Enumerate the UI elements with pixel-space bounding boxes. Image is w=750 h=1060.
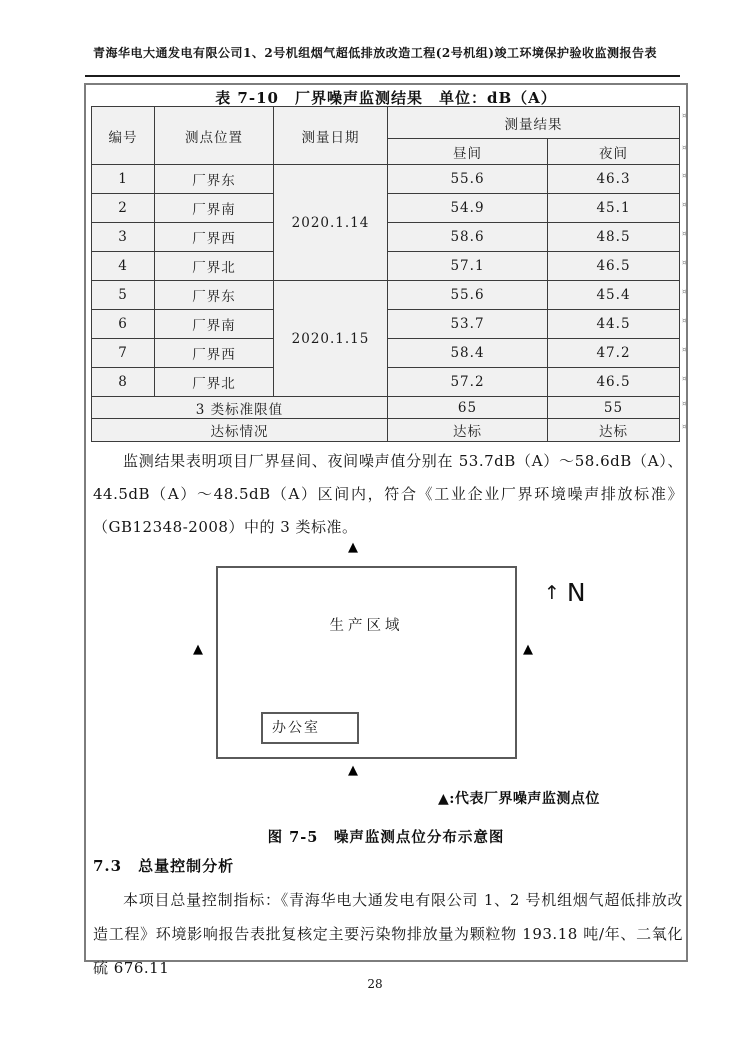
cell-location: 厂界东 xyxy=(155,165,274,194)
cell-no: 4 xyxy=(92,252,155,281)
content-frame xyxy=(84,83,688,977)
cell-day-value: 55.6 xyxy=(388,281,548,310)
north-arrow-icon: ↑ xyxy=(544,581,560,604)
column-header-location: 测点位置 xyxy=(155,107,274,165)
cell-day-value: 54.9 xyxy=(388,194,548,223)
compliance-label: 达标情况 xyxy=(92,419,388,442)
column-header-result-group: 测量结果 xyxy=(388,107,680,139)
monitor-point-icon-east: ▲ xyxy=(523,642,533,657)
cell-end-mark: ¤ xyxy=(682,375,687,383)
cell-no: 2 xyxy=(92,194,155,223)
standard-limit-row xyxy=(92,397,680,419)
cell-day-value: 53.7 xyxy=(388,310,548,339)
cell-end-mark: ¤ xyxy=(682,317,687,325)
cell-night-value: 46.5 xyxy=(548,368,680,397)
column-header-no: 编号 xyxy=(92,107,155,165)
cell-location: 厂界西 xyxy=(155,339,274,368)
office-label: 办公室 xyxy=(272,720,320,736)
cell-end-mark: ¤ xyxy=(682,288,687,296)
table-row xyxy=(92,165,680,194)
compliance-day-value: 达标 xyxy=(388,419,548,442)
section-body-paragraph: 本项目总量控制指标：《青海华电大通发电有限公司 1、2 号机组烟气超低排放改造工程》环境影响报告表批复核定主要污染物排放量为颗粒物 193.18 吨/年、二氧化硫 676.11 xyxy=(93,891,683,977)
cell-location: 厂界东 xyxy=(155,281,274,310)
cell-end-mark: ¤ xyxy=(682,230,687,238)
page-number: 28 xyxy=(367,977,383,991)
column-header-day: 昼间 xyxy=(388,139,548,165)
cell-no: 3 xyxy=(92,223,155,252)
noise-monitoring-table xyxy=(91,106,680,442)
table-title: 表 7-10 厂界噪声监测结果 单位：dB（A） xyxy=(215,89,557,107)
cell-no: 8 xyxy=(92,368,155,397)
production-area-label: 生产区域 xyxy=(329,618,404,634)
cell-night-value: 46.5 xyxy=(548,252,680,281)
cell-no: 5 xyxy=(92,281,155,310)
cell-no: 1 xyxy=(92,165,155,194)
cell-end-mark: ¤ xyxy=(682,346,687,354)
cell-end-mark: ¤ xyxy=(682,423,687,431)
figure-caption: 图 7-5 噪声监测点位分布示意图 xyxy=(267,829,505,846)
cell-end-mark: ¤ xyxy=(682,259,687,267)
cell-end-mark: ¤ xyxy=(682,172,687,180)
monitor-point-icon-south: ▲ xyxy=(348,763,358,778)
cell-end-mark: ¤ xyxy=(682,112,687,120)
header-divider xyxy=(85,75,680,77)
table-header-row-1 xyxy=(92,107,680,139)
north-indicator xyxy=(544,578,586,607)
limit-label: 3 类标准限值 xyxy=(92,397,388,419)
compliance-night-value: 达标 xyxy=(548,419,680,442)
office-box xyxy=(261,712,359,744)
column-header-date: 测量日期 xyxy=(274,107,388,165)
cell-day-value: 57.2 xyxy=(388,368,548,397)
cell-end-mark: ¤ xyxy=(682,144,687,152)
cell-night-value: 48.5 xyxy=(548,223,680,252)
cell-location: 厂界北 xyxy=(155,368,274,397)
column-header-night: 夜间 xyxy=(548,139,680,165)
compliance-row xyxy=(92,419,680,442)
cell-location: 厂界北 xyxy=(155,252,274,281)
cell-location: 厂界南 xyxy=(155,310,274,339)
monitor-point-icon-north: ▲ xyxy=(348,540,358,555)
cell-day-value: 57.1 xyxy=(388,252,548,281)
production-area-boundary xyxy=(216,566,517,759)
cell-day-value: 58.6 xyxy=(388,223,548,252)
diagram-legend: ▲:代表厂界噪声监测点位 xyxy=(438,791,600,807)
section-heading: 7.3 总量控制分析 xyxy=(93,857,235,875)
document-header: 青海华电大通发电有限公司1、2号机组烟气超低排放改造工程(2号机组)竣工环境保护验收监测报告表 xyxy=(93,46,657,60)
limit-night-value: 55 xyxy=(548,397,680,419)
cell-day-value: 55.6 xyxy=(388,165,548,194)
cell-night-value: 45.1 xyxy=(548,194,680,223)
cell-day-value: 58.4 xyxy=(388,339,548,368)
cell-night-value: 45.4 xyxy=(548,281,680,310)
cell-no: 7 xyxy=(92,339,155,368)
monitor-point-icon-west: ▲ xyxy=(193,642,203,657)
summary-paragraph: 监测结果表明项目厂界昼间、夜间噪声值分别在 53.7dB（A）～58.6dB（A）、44.5dB（A）～48.5dB（A）区间内，符合《工业企业厂界环境噪声排放标准》（GB12348-2008）中的 3 类标准。 xyxy=(93,452,683,536)
limit-day-value: 65 xyxy=(388,397,548,419)
cell-date-merged: 2020.1.15 xyxy=(274,281,388,397)
cell-no: 6 xyxy=(92,310,155,339)
cell-end-mark: ¤ xyxy=(682,201,687,209)
cell-end-mark: ¤ xyxy=(682,400,687,408)
cell-date-merged: 2020.1.14 xyxy=(274,165,388,281)
cell-night-value: 46.3 xyxy=(548,165,680,194)
north-label: N xyxy=(566,578,586,607)
cell-location: 厂界西 xyxy=(155,223,274,252)
cell-night-value: 47.2 xyxy=(548,339,680,368)
cell-night-value: 44.5 xyxy=(548,310,680,339)
table-row xyxy=(92,281,680,310)
cell-location: 厂界南 xyxy=(155,194,274,223)
